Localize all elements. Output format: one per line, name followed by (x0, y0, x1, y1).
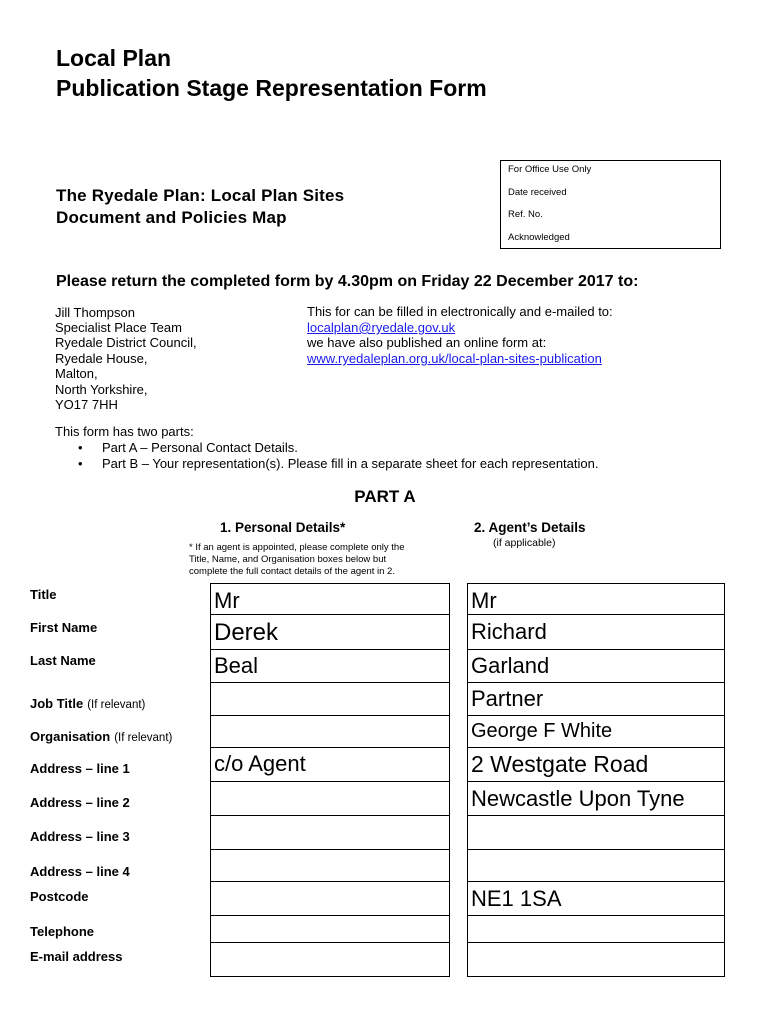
note-line: Title, Name, and Organisation boxes below but (189, 554, 387, 565)
label-address-line-2: Address – line 2 (30, 795, 130, 810)
personal-title-field[interactable]: Mr (210, 583, 450, 615)
label-telephone: Telephone (30, 924, 95, 939)
bullet-icon: • (78, 456, 83, 471)
label-hint: (If relevant) (114, 732, 173, 744)
personal-first-name-field[interactable]: Derek (210, 614, 450, 650)
label-first-name: First Name (30, 620, 98, 635)
personal-address-line-3-field[interactable] (210, 815, 450, 850)
personal-address-line-4-field[interactable] (210, 849, 450, 882)
form-part-item: Part A – Personal Contact Details. (102, 440, 298, 455)
label-job-title (30, 696, 145, 711)
agent-postcode-field[interactable]: NE1 1SA (467, 881, 725, 916)
agent-details-heading: 2. Agent’s Details (474, 520, 586, 535)
personal-postcode-field[interactable] (210, 881, 450, 916)
personal-details-note (189, 542, 404, 578)
electronic-info-line1: This for can be filled in electronically and e-mailed to: (307, 304, 613, 319)
address-line: Jill Thompson (55, 305, 135, 320)
agent-organisation-field[interactable]: George F White (467, 715, 725, 748)
personal-last-name-field[interactable]: Beal (210, 649, 450, 683)
address-line: Ryedale District Council, (55, 335, 197, 350)
date-received-label: Date received (508, 187, 567, 198)
return-instructions: Please return the completed form by 4.30pm on Friday 22 December 2017 to: (56, 273, 639, 290)
address-line: Malton, (55, 366, 98, 381)
form-parts-intro: This form has two parts: (55, 424, 194, 439)
label-title: Title (30, 587, 57, 602)
acknowledged-label: Acknowledged (508, 232, 570, 243)
page-title-line1: Local Plan (56, 45, 172, 71)
office-use-heading: For Office Use Only (508, 164, 592, 175)
agent-address-line-3-field[interactable] (467, 815, 725, 850)
personal-telephone-field[interactable] (210, 915, 450, 943)
address-line: North Yorkshire, (55, 382, 148, 397)
personal-organisation-field[interactable] (210, 715, 450, 748)
office-use-box (500, 160, 721, 249)
agent-first-name-field[interactable]: Richard (467, 614, 725, 650)
bullet-icon: • (78, 440, 83, 455)
address-line: YO17 7HH (55, 397, 118, 412)
agent-last-name-field[interactable]: Garland (467, 649, 725, 683)
page-title-line2: Publication Stage Representation Form (56, 75, 487, 101)
personal-job-title-field[interactable] (210, 682, 450, 716)
address-line: Ryedale House, (55, 351, 148, 366)
document-subtitle-line1: The Ryedale Plan: Local Plan Sites (56, 186, 345, 205)
label-address-line-3: Address – line 3 (30, 829, 130, 844)
agent-job-title-field[interactable]: Partner (467, 682, 725, 716)
note-line: complete the full contact details of the agent in 2. (189, 566, 395, 577)
personal-address-line-1-field[interactable]: c/o Agent (210, 747, 450, 782)
agent-telephone-field[interactable] (467, 915, 725, 943)
label-text: Job Title (30, 696, 84, 711)
email-link[interactable]: localplan@ryedale.gov.uk (307, 320, 456, 335)
label-postcode: Postcode (30, 889, 89, 904)
online-form-link[interactable]: www.ryedaleplan.org.uk/local-plan-sites-publication (307, 351, 602, 366)
label-email-address: E-mail address (30, 949, 123, 964)
personal-details-heading: 1. Personal Details* (220, 520, 346, 535)
document-subtitle-line2: Document and Policies Map (56, 208, 287, 227)
label-address-line-4: Address – line 4 (30, 864, 130, 879)
agent-address-line-4-field[interactable] (467, 849, 725, 882)
part-a-heading: PART A (354, 487, 416, 506)
ref-no-label: Ref. No. (508, 209, 543, 220)
electronic-info-line2: we have also published an online form at: (307, 335, 547, 350)
personal-address-line-2-field[interactable] (210, 781, 450, 816)
label-address-line-1: Address – line 1 (30, 761, 130, 776)
form-part-item: Part B – Your representation(s). Please fill in a separate sheet for each representation. (102, 456, 599, 471)
label-hint: (If relevant) (87, 699, 146, 711)
label-text: Organisation (30, 729, 111, 744)
personal-email-field[interactable] (210, 942, 450, 977)
label-organisation (30, 729, 172, 744)
agent-email-field[interactable] (467, 942, 725, 977)
address-line: Specialist Place Team (55, 320, 182, 335)
label-last-name: Last Name (30, 653, 96, 668)
agent-address-line-2-field[interactable]: Newcastle Upon Tyne (467, 781, 725, 816)
agent-title-field[interactable]: Mr (467, 583, 725, 615)
agent-details-note: (if applicable) (493, 537, 556, 549)
note-line: * If an agent is appointed, please complete only the (189, 542, 405, 553)
agent-address-line-1-field[interactable]: 2 Westgate Road (467, 747, 725, 782)
